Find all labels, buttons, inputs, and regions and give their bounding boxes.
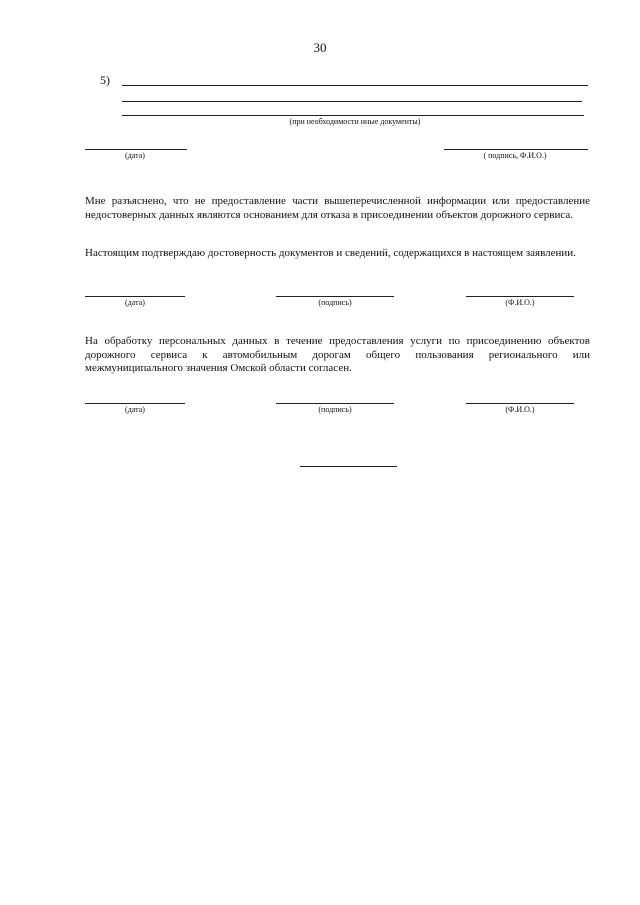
consent-paragraph: На обработку персональных данных в течение предоставления услуги по присоединению объектов дорожного сервиса к автомобильным дорогам общего пользования регионального или межмуниципального значения Омской области согласен.	[85, 335, 590, 374]
row1-name-caption: (Ф.И.О.)	[505, 298, 535, 307]
top-sign-caption: ( подпись, Ф.И.О.)	[483, 151, 547, 160]
row2-sign-caption: (подпись)	[318, 405, 352, 414]
row2-name-line	[466, 403, 574, 404]
item-5-line-2	[122, 101, 582, 102]
row2-name-caption: (Ф.И.О.)	[505, 405, 535, 414]
closing-separator	[300, 466, 397, 467]
row1-date-caption: (дата)	[125, 298, 145, 307]
statement-paragraph-1: Мне разъяснено, что не предоставление части вышеперечисленной информации или предоставление недостоверных данных являются основанием для отказа в присоединении объектов дорожного сервиса.	[85, 195, 590, 221]
row2-date-line	[85, 403, 185, 404]
row1-date-line	[85, 296, 185, 297]
row1-name-line	[466, 296, 574, 297]
row1-sign-caption: (подпись)	[318, 298, 352, 307]
top-date-caption: (дата)	[125, 151, 145, 160]
item-5-label: 5)	[100, 73, 110, 87]
top-date-line	[85, 149, 187, 150]
item-5-caption: (при необходимости иные документы)	[289, 117, 421, 126]
top-sign-line	[444, 149, 588, 150]
row2-date-caption: (дата)	[125, 405, 145, 414]
item-5-line-1	[122, 85, 588, 86]
statement-paragraph-2: Настоящим подтверждаю достоверность документов и сведений, содержащихся в настоящем заявлении.	[85, 247, 576, 259]
row2-sign-line	[276, 403, 394, 404]
row1-sign-line	[276, 296, 394, 297]
page-number: 30	[313, 40, 327, 55]
item-5-line-3	[122, 115, 584, 116]
